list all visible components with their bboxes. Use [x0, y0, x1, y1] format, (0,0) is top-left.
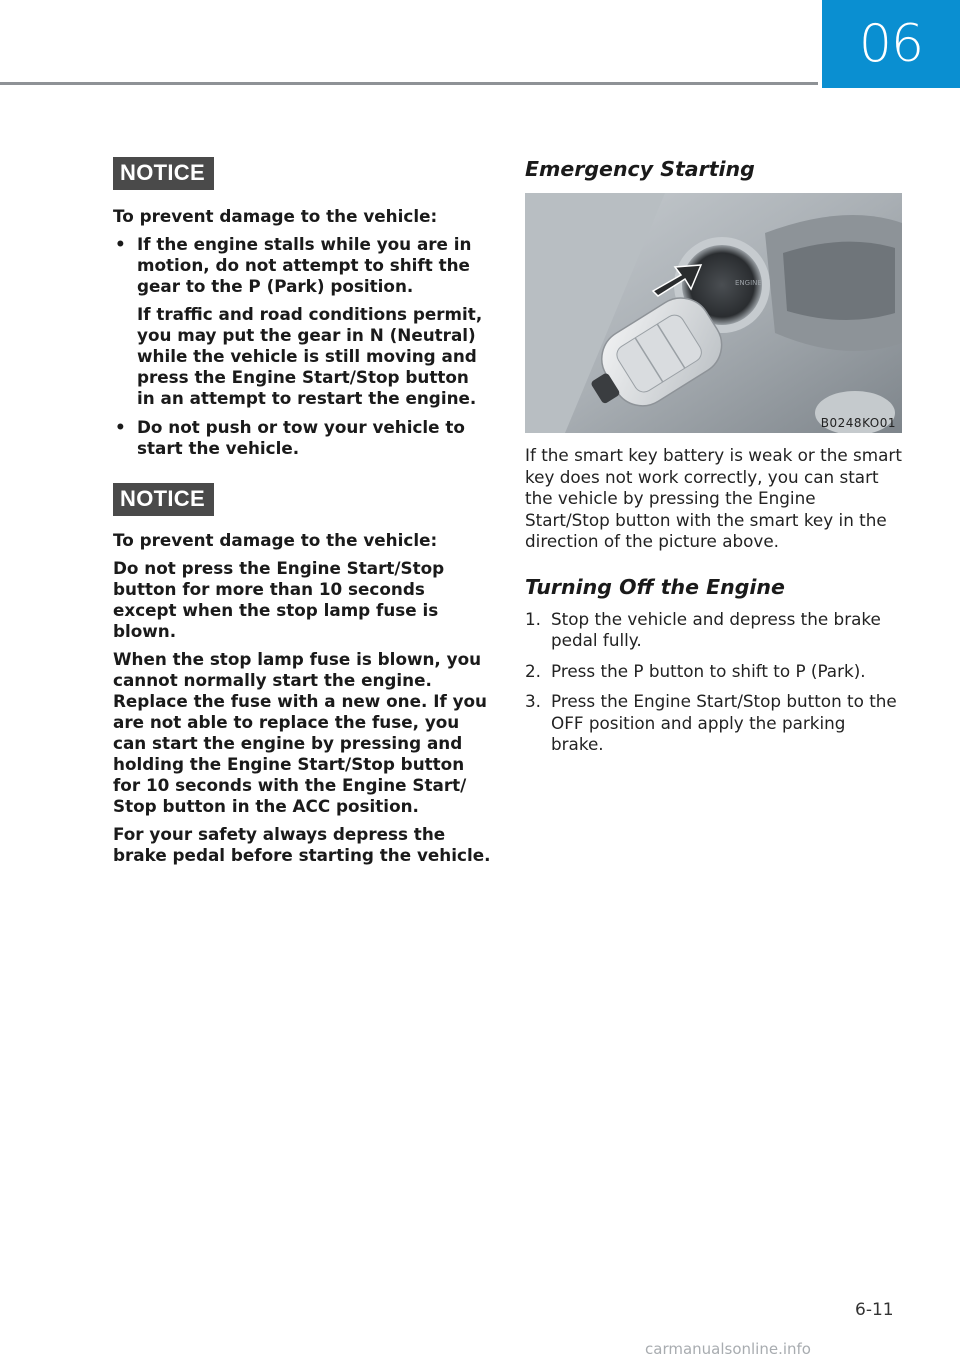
page-number: 6-11 [855, 1300, 894, 1320]
emergency-starting-heading: Emergency Starting [525, 157, 755, 181]
turning-off-heading: Turning Off the Engine [525, 574, 785, 599]
notice-2-paragraph: For your safety always depress the brake pedal before starting the vehicle. [113, 824, 491, 865]
turning-off-steps [525, 609, 903, 756]
step-number: 2. [525, 660, 542, 681]
notice-1-intro: To prevent damage to the vehicle: [113, 206, 438, 226]
bullet-subtext: If traffic and road conditions permit, you may put the gear in N (Neutral) while the vehicle is still moving and press the Engine Start/Stop button in an attempt to restart the engine. [137, 304, 483, 408]
left-column [113, 157, 491, 873]
list-item [525, 691, 903, 756]
step-text: Press the Engine Start/Stop button to the OFF position and apply the parking brake. [551, 691, 897, 754]
notice-2-body [113, 530, 491, 866]
svg-text:ENGINE: ENGINE [735, 279, 762, 287]
right-column [525, 157, 903, 765]
watermark-link[interactable]: carmanualsonline.info [645, 1340, 811, 1358]
notice-badge: NOTICE [113, 157, 214, 190]
notice-2-paragraph: To prevent damage to the vehicle: [113, 530, 438, 550]
emergency-starting-text: If the smart key battery is weak or the smart key does not work correctly, you can start the vehicle by pressing the Engine Start/Stop button with the smart key in the direction of the picture above. [525, 445, 902, 551]
list-item [525, 661, 903, 683]
notice-2-paragraph: When the stop lamp fuse is blown, you cannot normally start the engine. Replace the fuse with a new one. If you are not able to replace the fuse, you can start the engine by pressing and holding the Engine Start/Stop button for 10 seconds with the Engine Start/ Stop button in the ACC position. [113, 649, 487, 816]
bullet-text: • Do not push or tow your vehicle to start the vehicle. [137, 417, 465, 458]
notice-1-body [113, 206, 491, 459]
smart-key-figure [525, 193, 902, 433]
figure-code: B0248KO01 [820, 416, 896, 430]
notice-1-bullets [113, 234, 491, 459]
list-item [113, 234, 491, 409]
step-text: Stop the vehicle and depress the brake pedal fully. [551, 608, 881, 650]
step-number: 1. [525, 608, 542, 629]
smart-key-illustration [525, 193, 902, 433]
step-number: 3. [525, 691, 542, 711]
list-item [525, 609, 903, 652]
bullet-text: • If the engine stalls while you are in motion, do not attempt to shift the gear to the P (Park) position. [137, 234, 472, 296]
chapter-tab: 06 [822, 0, 960, 88]
list-item [113, 417, 491, 459]
header-rule [0, 82, 818, 85]
notice-badge: NOTICE [113, 483, 214, 516]
step-text: Press the P button to shift to P (Park). [551, 660, 866, 681]
notice-2-paragraph: Do not press the Engine Start/Stop button for more than 10 seconds except when the stop lamp fuse is blown. [113, 558, 445, 641]
